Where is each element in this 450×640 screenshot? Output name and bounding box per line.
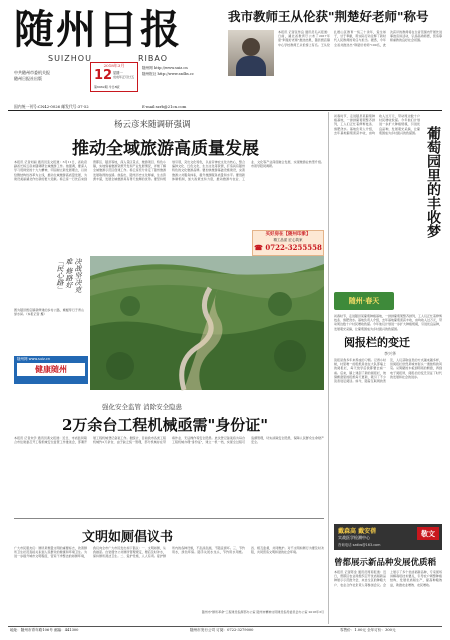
issue-number: 第6962期 今日8版	[94, 85, 120, 89]
rice-body: 本报讯 记者陈金 通讯员周莉报道：近日，曾都区农业局组织召开优质稻新品种展示示范推介会，来自全区的种粮大户、农业合作社负责人等参加会议。会上展示了多个优质稻新品种，专家现场讲解栽培技术要点，引导农户调整种植结构，发展优质稻生产，提高种粮效益，助推农业增效、农民增收。	[334, 570, 442, 587]
lead-body: 本报讯 记者刘丽 通讯员张文报道：3月11日，省政府副省长杨云彦来随调研全域旅游工作。他强调，要深入学习贯彻党的十九大精神，牢固树立新发展理念，以供给侧结构性改革为主线，推动全域旅游高质量发展，为建设美丽湖北作出新的更大贡献。杨云彦一行先后来到曾都区、随县等地，深入景区景点、旅游项目、特色小镇，实地察看旅游资源开发和产业发展情况，详细了解全域旅游示范区创建工作。杨云彦充分肯定了随州旅游发展取得的成绩。他指出，随州历史文化厚重，生态资源丰富，发展全域旅游具有得天独厚的优势。要坚持规划引领，突出文化特色，以炎帝神农文化为核心，整合编钟文化、红色文化、生态文化等资源，打造具有随州特色的文化旅游品牌。要加快旅游基础设施建设，完善旅游公共服务体系，提升旅游服务质量和水平。要创新体制机制，加大政策支持力度，推动旅游与农业、工业、文化等产业深度融合发展，实现旅游业转型升级。市领导陪同调研。	[14, 160, 324, 181]
calligraphy-text: 决战坚决克难 修路好「民心路」	[56, 258, 82, 293]
date-month: 2018年3月	[103, 63, 125, 68]
rice-headline: 曾都展示新品种发展优质稻	[334, 558, 437, 568]
health-banner-site: 随州网 www.suiz.cn	[17, 357, 51, 361]
spring-tag-text: 随州·春天	[348, 296, 380, 305]
aerial-road-photo	[90, 256, 324, 390]
top-story	[228, 8, 442, 108]
photo-text-column	[14, 256, 88, 394]
top-story-headline: 我市教师王从伦获"荆楚好老师"称号	[228, 9, 429, 24]
photo-caption: 图为随县殷店镇新修建的乡村公路，蜿蜒穿行于青山绿水间。（本报记者 摄）	[14, 308, 84, 317]
right-ad-site: 咨询电话 szdbs@163.com	[338, 543, 381, 547]
road-landscape-image	[90, 256, 324, 390]
masthead-title: 随州日报	[14, 6, 182, 53]
sponsor-line-2: 随州日报社出版	[14, 76, 42, 81]
real-estate-ad	[252, 230, 324, 256]
ad-phone-number: 0722-3255558	[265, 243, 322, 252]
column-author: 李兴华	[384, 351, 396, 356]
date-box	[90, 62, 138, 92]
ad-line-2: 精工品质 匠心筑家	[273, 238, 303, 242]
date-weekday: 星期一	[113, 71, 123, 75]
cn-number: 国内统一刊号:CN42-0026 邮发代号:37-52	[14, 104, 89, 109]
health-banner-label: 健康随州	[17, 363, 85, 376]
phone-icon: ☎	[254, 243, 263, 252]
right-filler-text: 初春时节，走进随县某葡萄种植基地，一排排葡萄架整齐排列，工人们正忙着修剪枝条、施肥浇水。基地负责人介绍，去年基地葡萄喜获丰收，亩均收入过万元，带动周边数十户村民增收致富。今年他们计划进一步扩大种植规模，引进优良品种，发展观光采摘，让葡萄园成为乡村振兴的致富园。	[334, 314, 443, 331]
spring-tag-banner	[334, 292, 394, 310]
footer	[10, 628, 440, 638]
grape-story-body: 初春时节，走进随县某葡萄种植基地，一排排葡萄架整齐排列，工人们正忙着修剪枝条、施肥浇水。基地负责人介绍，去年基地葡萄喜获丰收，亩均收入过万元，带动周边数十户村民增收致富。今年他们计划进一步扩大种植规模，引进优良品种，发展观光采摘，让葡萄园成为乡村振兴的致富园。	[334, 114, 420, 135]
right-ad-banner	[334, 524, 442, 550]
photo-section	[14, 256, 324, 394]
right-ad-badge: 敬文	[417, 527, 439, 540]
date-lunar: 戊戌年正月廿五	[113, 75, 135, 79]
masthead-pinyin-right: RIBAO	[138, 54, 169, 63]
right-ad-line-1: 戴森高 戴安蓓	[338, 528, 377, 535]
lead-kicker: 杨云彦来随调研强调	[114, 120, 191, 130]
ad-phone	[253, 243, 323, 253]
grape-story-vertical-title: 葡萄园里的丰收梦	[425, 126, 441, 238]
ad-line-1: 买好房在【随州印象】	[265, 232, 311, 237]
proposal-signature: 随州市"厕所革命"工程建设指挥部办公室 随州市精神文明建设指导委员会办公室 2018年3月	[201, 610, 324, 614]
lead-headline: 推动全域旅游高质量发展	[72, 139, 259, 159]
safety-story	[14, 402, 324, 516]
right-ad-line-2: 实战医学检测中心	[338, 535, 370, 540]
top-story-photo	[228, 30, 274, 76]
masthead-pinyin-left: SUIZHOU	[48, 54, 92, 63]
safety-kicker: 强化安全监管 消除安全隐患	[102, 403, 183, 411]
health-banner	[14, 356, 88, 384]
proposal-body: 广大市民朋友们：厕所是衡量文明的重要标志，改善厕所卫生状况直接关系到人民群众的健康和环境卫生。为进一步提升城市文明程度，营造干净整洁的如厕环境，我们向全市广大市民发出如下倡议：一、文明如厕，从我做起。自觉遵守公共厕所管理规定，便后及时冲水，保持厕所清洁卫生。二、爱护设施，人人有责。爱护厕所内的各种设施，不乱涂乱画，不随意损坏。三、节约用水，绿色环保。随手关闭水龙头，节约用水用纸。四、相互监督，共同维护。对不文明如厕行为要及时劝阻，共同营造文明和谐的社会环境。	[14, 546, 324, 559]
sponsor-line-1: 中共随州市委机关报	[14, 70, 50, 75]
safety-body: 本报讯 记者朱学 通讯员黄文报道：近日，市质监局联合市住建委召开工程机械安全监管工作推进会，部署开展工程机械登记备案工作。据统计，目前我市各类工程机械约2万余台，由于缺乏统一管理，部分机械存在带病作业、无证操作等安全隐患。此次登记备案将为每台工程机械办理"身份证"，建立一机一档，实现全过程可追溯管理，切实消除安全隐患，保障人民群众生命财产安全。	[14, 436, 324, 445]
civilized-toilet-proposal	[14, 522, 324, 622]
masthead	[14, 8, 219, 108]
top-story-body: 本报讯 记者张传良 通讯员毛兴报道：日前，湖北省教育厅公布了2017年度"荆楚好老师"推选结果，随县殷店镇中心学校教师王从伦榜上有名。王从伦扎根山区教育一线三十余年，爱生如子，甘于奉献，用实际行动诠释了新时代人民教师的责任与担当。据悉，今年全省共推选出"荆楚好老师"100名，此次获评的教师将在全省范围内开展先进事迹宣讲活动，弘扬高尚师德，营造尊师重教的良好社会氛围。	[278, 30, 442, 47]
safety-headline: 2万余台工程机械亟需"身份证"	[62, 416, 269, 434]
right-column	[334, 114, 442, 624]
proposal-headline: 文明如厕倡议书	[82, 530, 174, 545]
footer-address: 地址：随州市青年路106号 邮编：441300	[10, 628, 79, 632]
web-address: 随州网 http://www.suiz.cn	[142, 66, 188, 70]
footer-price: 零售价：1.00元 全年订价：300元	[340, 628, 396, 632]
email-address: E-mail:szrb@21cn.com	[142, 104, 187, 109]
column-body: 读报是我多年来养成的习惯。记得小时候，村里唯一的报纸是挂在大队部墙上的阅报栏，每天放学后我都要去看一看。后来，镇上建起了新的阅报栏，玻璃橱窗里的报纸每天更新，吸引了不少读者驻足阅读。如今，随着互联网的普及，人们获取信息的方式越来越多样，但阅报栏依然是城市街头一道独特的风景。从简陋的木板到明亮的橱窗，再到电子阅报屏，阅报栏的变迁见证了时代的发展和社会的进步。	[334, 358, 442, 384]
footer-subscription: 随州市发行公司 订阅：0722-3279000	[190, 628, 254, 632]
date-day: 12	[94, 68, 113, 83]
column-title: 阅报栏的变迁	[344, 336, 410, 349]
weibo-address: 随州报社 http://www.szdbs.cc	[142, 72, 194, 76]
